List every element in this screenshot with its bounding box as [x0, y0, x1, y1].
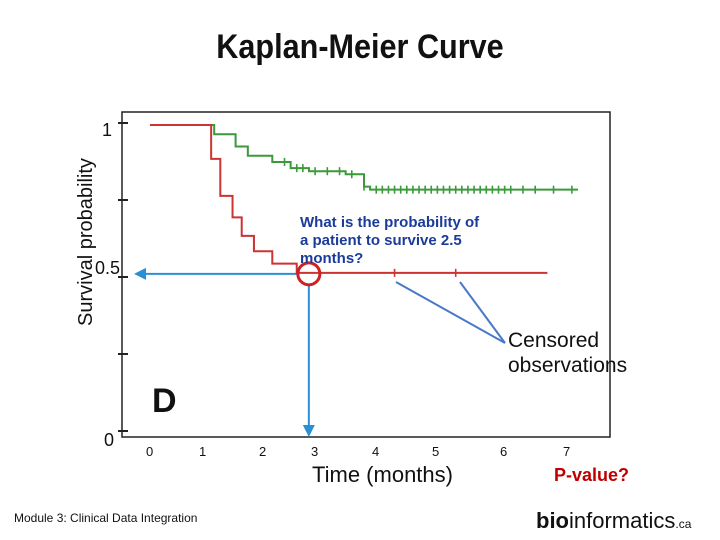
y-tick-label: 0	[104, 430, 115, 450]
x-tick-label: 1	[199, 444, 207, 459]
censored-annotation	[508, 328, 627, 378]
censored-line: observations	[508, 354, 628, 377]
question-line: What is the probability of	[300, 214, 480, 231]
x-tick-label: 0	[146, 444, 154, 459]
y-tick-label: 1	[102, 120, 113, 140]
brand-prefix: bio	[536, 508, 569, 533]
y-axis-label: Survival probability	[75, 158, 97, 326]
chart-title: Kaplan-Meier Curve	[216, 28, 504, 66]
brand-suffix: .ca	[675, 517, 692, 531]
censored-pointer-line	[396, 282, 505, 343]
x-tick-label: 5	[432, 444, 440, 459]
pvalue-text: P-value?	[554, 465, 630, 485]
x-axis-label: Time (months)	[312, 462, 453, 487]
arrowhead-left	[134, 268, 146, 280]
x-tick-label: 7	[563, 444, 571, 459]
x-tick-label: 2	[259, 444, 267, 459]
x-tick-label: 4	[372, 444, 380, 459]
question-line: a patient to survive 2.5	[300, 232, 462, 249]
question-annotation	[300, 214, 530, 268]
y-tick-label: 0.5	[95, 258, 121, 278]
x-tick-label: 6	[500, 444, 508, 459]
footer-module-label: Module 3: Clinical Data Integration	[14, 511, 198, 525]
x-tick-label: 3	[311, 444, 319, 459]
brand-logo	[536, 508, 691, 534]
green-survival-curve	[150, 125, 578, 190]
censored-line: Censored	[508, 329, 600, 352]
question-line: months?	[300, 250, 364, 267]
arrowhead-down	[303, 425, 315, 437]
brand-main: informatics	[569, 508, 676, 533]
censored-pointer-line	[460, 282, 505, 343]
panel-letter: D	[152, 382, 177, 420]
